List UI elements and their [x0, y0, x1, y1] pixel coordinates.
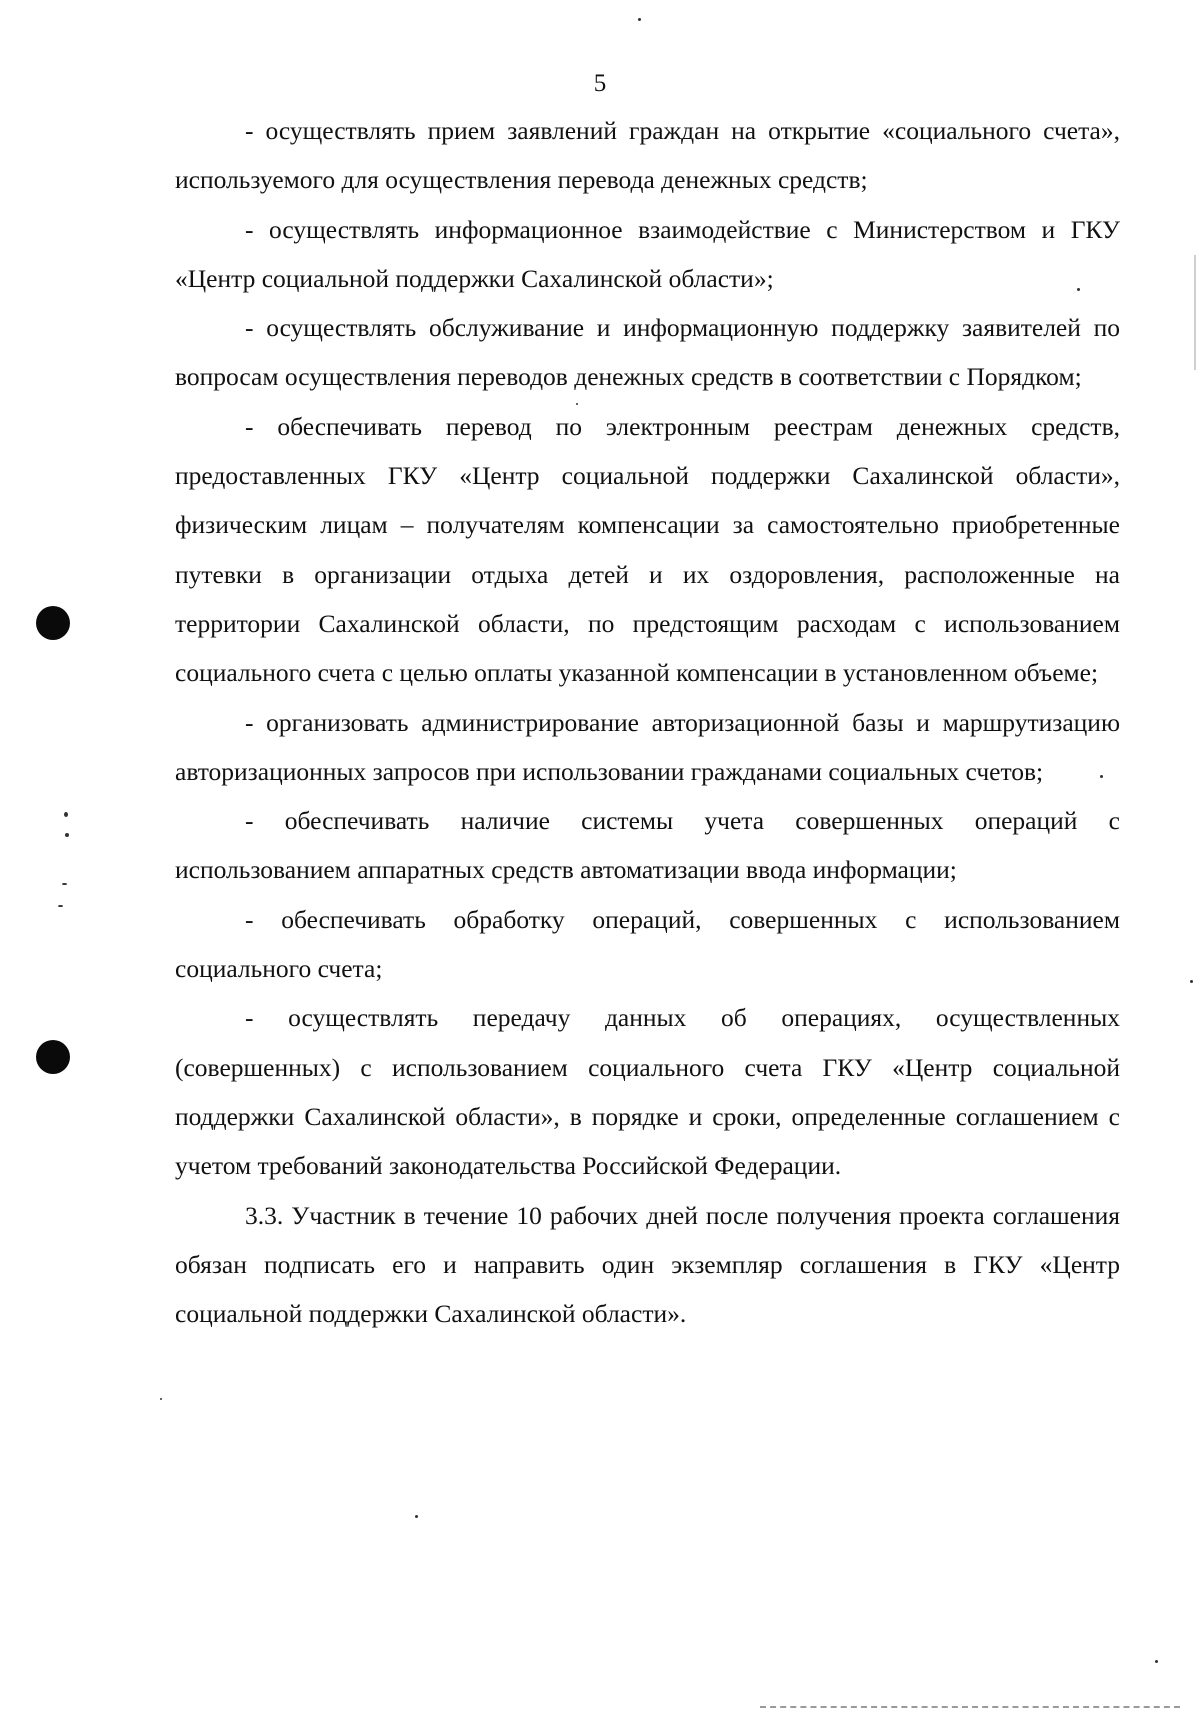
- scan-speck: [1155, 1660, 1158, 1663]
- paragraph-applicant-support: - осуществлять обслуживание и информационную поддержку заявителей по вопросам осуществления переводов денежных средств в соответствии с Порядком;: [175, 313, 1120, 392]
- scan-speck: [62, 883, 67, 885]
- scan-bottom-edge: [760, 1706, 1180, 1708]
- scan-speck: [64, 812, 68, 817]
- paragraph-clause-3-3: 3.3. Участник в течение 10 рабочих дней после получения проекта соглашения обязан подписать его и направить один экземпляр соглашения в ГКУ «Центр социальной поддержки Сахалинской области».: [175, 1200, 1120, 1329]
- scan-speck: [415, 1515, 418, 1518]
- paragraph-accounting-system: - обеспечивать наличие системы учета совершенных операций с использованием аппаратных средств автоматизации ввода информации;: [175, 806, 1120, 885]
- paragraph-information-exchange: - осуществлять информационное взаимодействие с Министерством и ГКУ «Центр социальной поддержки Сахалинской области»;: [175, 214, 1120, 293]
- paragraph-data-transfer: - осуществлять передачу данных об операциях, осуществленных (совершенных) с использованием социального счета ГКУ «Центр социальной поддержки Сахалинской области», в порядке и сроки, определенные соглашением с учетом требований законодательства Российской Федерации.: [175, 1003, 1120, 1181]
- paragraph-electronic-transfers: - обеспечивать перевод по электронным реестрам денежных средств, предоставленных ГКУ «Центр социальной поддержки Сахалинской области», физическим лицам – получателям компенсации за самостоятельно приобретенные путевки в организации отдыха детей и их оздоровления, расположенные на территории Сахалинской области, по предстоящим расходам с использованием социального счета с целью оплаты указанной компенсации в установленном объеме;: [175, 411, 1120, 688]
- paragraph-authorization-base: - организовать администрирование авторизационной базы и маршрутизацию авторизационных запросов при использовании гражданами социальных счетов;: [175, 707, 1120, 786]
- scan-speck: [1190, 980, 1193, 983]
- paragraph-accept-applications: - осуществлять прием заявлений граждан на открытие «социального счета», используемого для осуществления перевода денежных средств;: [175, 116, 1120, 195]
- scan-speck: [576, 403, 578, 405]
- scan-speck: [160, 1398, 162, 1400]
- punch-hole-upper: [36, 606, 70, 640]
- scan-speck: [638, 18, 641, 21]
- page-number: 5: [593, 70, 607, 97]
- paragraph-operation-processing: - обеспечивать обработку операций, совершенных с использованием социального счета;: [175, 904, 1120, 984]
- scan-speck: [1077, 288, 1080, 291]
- punch-hole-lower: [36, 1040, 70, 1074]
- scan-speck: [1100, 775, 1103, 778]
- scan-speck: [65, 833, 69, 837]
- document-body: [175, 106, 1120, 1338]
- scan-edge-line: [1194, 255, 1196, 370]
- scan-speck: [58, 905, 63, 907]
